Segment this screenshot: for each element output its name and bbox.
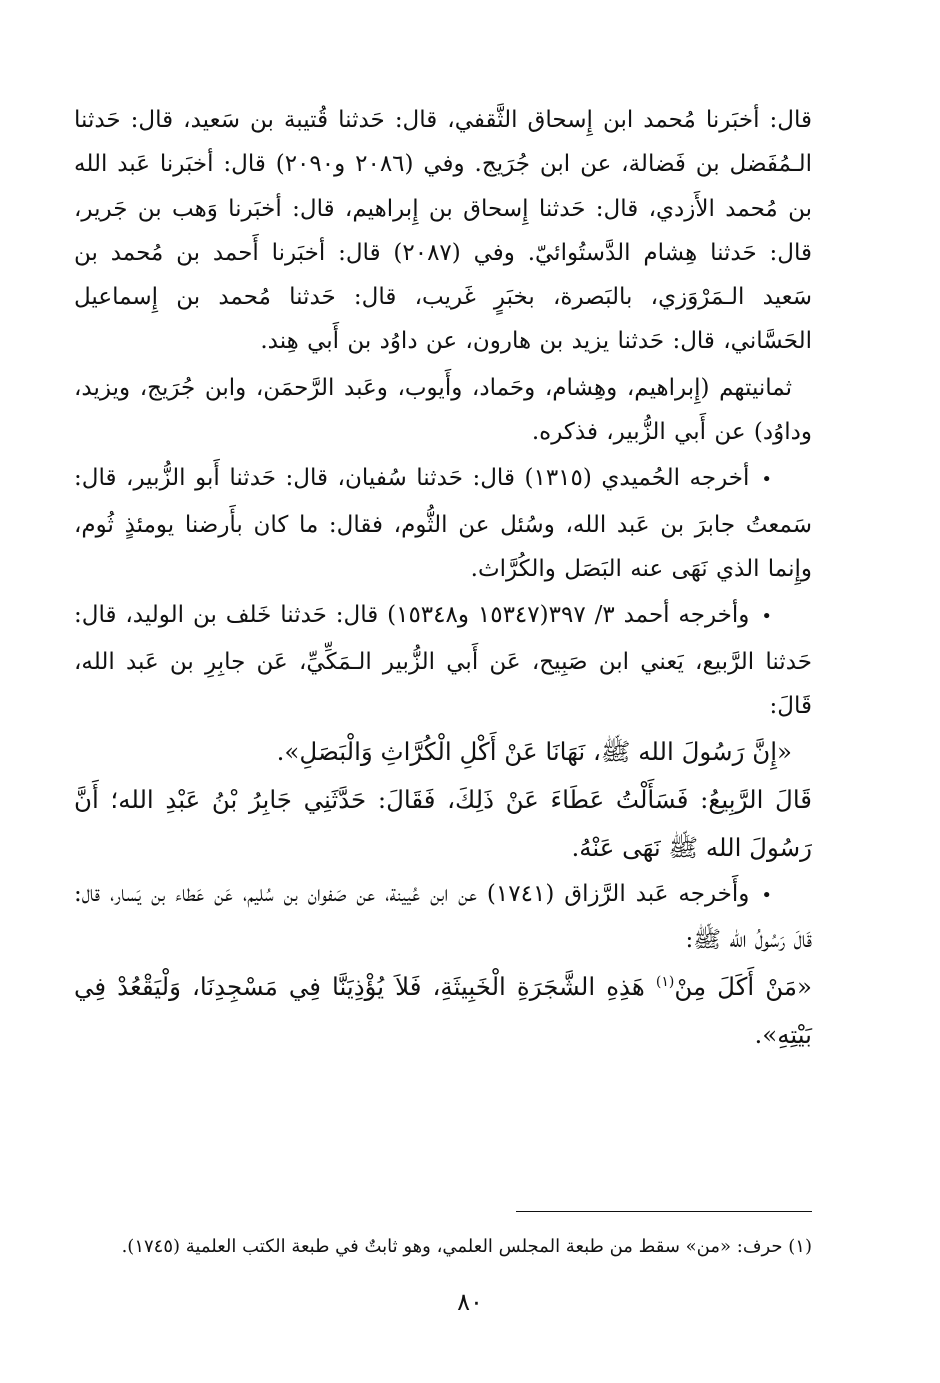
paragraph-ahmad [74, 593, 812, 728]
paragraph-humaydi [74, 456, 812, 591]
hadith-quote-2: قَالَ الرَّبِيعُ: فَسَأَلْتُ عَطَاءَ عَنْ ذَلِكَ، فَقَالَ: حَدَّثَنِي جَابِرُ بْنُ عَبْدِ الله؛ أَنَّ رَسُولَ الله ﷺ نَهَى عَنْهُ. [74, 785, 812, 863]
page-body [74, 98, 812, 1059]
hadith-quote-3-end: هَذِهِ الشَّجَرَةِ الْخَبِيثَةِ، فَلاَ يُؤْذِيَنَّا فِي مَسْجِدِنَا، وَلْيَقْعُدْ فِي بَيْتِهِ». [74, 971, 812, 1049]
bullet-icon: • [761, 469, 773, 491]
bullet-icon: • [761, 885, 772, 907]
paragraph-humaydi-text: أخرجه الحُميدي (١٣١٥) قال: حَدثنا سُفيان، قال: حَدثنا أَبو الزُّبير، قال: سَمعتُ جابرَ بن عَبد الله، وسُئل عن الثُّوم، فقال: ما كان بأَرضنا يومئذٍ ثُوم، وإِنما الذي نَهَى عنه البَصَل والكُرَّاث. [74, 465, 812, 582]
paragraph-abdurrazzaq-text: وأَخرجه عَبد الرَّزاق (١٧٤١) عن ابن عُيينة، عن صَفوان بن سُليم، عَن عَطاء بن يَسار، قال: قَالَ رَسُولُ الله ﷺ: [74, 881, 812, 954]
footnote: (١) حرف: «من» سقط من طبعة المجلس العلمي، وهو ثابتٌ في طبعة الكتب العلمية (١٧٤٥). [121, 1236, 812, 1257]
bullet-icon: • [761, 606, 773, 628]
page-number: ٨٠ [457, 1288, 483, 1316]
paragraph-abdurrazzaq [74, 872, 812, 963]
footnote-separator [516, 1211, 812, 1212]
paragraph-isnad: قال: أخبَرنا مُحمد ابن إِسحاق الثَّقفي، قال: حَدثنا قُتيبة بن سَعيد، قال: حَدثنا الـمُفَضل بن فَضالة، عن ابن جُرَيج. وفي (٢٠٨٦ و٢٠٩٠) قال: أخبَرنا عَبد الله بن مُحمد الأَزدي، قال: حَدثنا إِسحاق بن إِبراهيم، قال: أخبَرنا وَهب بن جَرير، قال: حَدثنا هِشام الدَّستُوائيّ. وفي (٢٠٨٧) قال: أخبَرنا أَحمد بن مُحمد بن سَعيد الـمَرْوَزي، بالبَصرة، بخبَرٍ غَريب، قال: حَدثنا مُحمد بن إِسماعيل الحَسَّاني، قال: حَدثنا يزيد بن هارون، عن داوُد بن أَبي هِند. [74, 107, 812, 355]
hadith-quote-3-start: «مَنْ أَكَلَ مِنْ [674, 971, 813, 1001]
hadith-quote-1: «إِنَّ رَسُولَ الله ﷺ، نَهَانَا عَنْ أَكْلِ الْكُرَّاثِ وَالْبَصَلِ». [276, 737, 792, 767]
paragraph-summary: ثمانيتهم (إِبراهيم، وهِشام، وحَماد، وأَيوب، وعَبد الرَّحمَن، وابن جُرَيج، ويزيد، وداوُد) عن أَبي الزُّبير، فذكره. [74, 374, 812, 446]
paragraph-ahmad-text: وأخرجه أحمد ٣/ ٣٩٧(١٥٣٤٧ و١٥٣٤٨) قال: حَدثنا خَلف بن الوليد، قال: حَدثنا الرَّبيع، يَعني ابن صَبِيح، عَن أَبي الزُّبير الـمَكِّيِّ، عَن جابِرِ بن عَبد الله، قَالَ: [74, 602, 812, 719]
footnote-reference: (١) [655, 973, 675, 990]
hadith-quote-3 [74, 963, 812, 1059]
